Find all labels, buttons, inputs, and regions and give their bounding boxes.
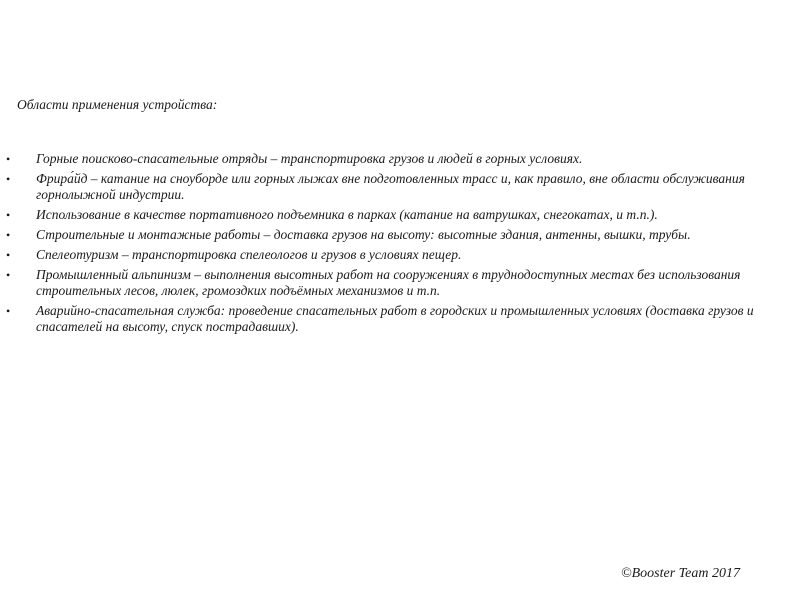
list-item <box>0 267 770 299</box>
list-item <box>0 227 770 243</box>
section-heading: Области применения устройства: <box>17 97 218 112</box>
bullet-icon: • <box>6 268 11 282</box>
bullet-icon: • <box>6 152 11 166</box>
list-item-text: Использование в качестве портативного подъемника в парках (катание на ватрушках, снегокатах, и т.п.). <box>36 207 658 222</box>
list-item-text: Фрира́йд – катание на сноуборде или горных лыжах вне подготовленных трасс и, как правило, вне области обслуживания горнолыжной индустрии. <box>36 171 745 202</box>
bullet-icon: • <box>6 248 11 262</box>
list-item-text: Промышленный альпинизм – выполнения высотных работ на сооружениях в труднодоступных местах без использования строительных лесов, люлек, громоздких подъёмных механизмов и т.п. <box>36 267 741 298</box>
bullet-icon: • <box>6 208 11 222</box>
list-item-text: Аварийно-спасательная служба: проведение спасательных работ в городских и промышленных условиях (доставка грузов и спасателей на высоту, спуск пострадавших). <box>36 303 754 334</box>
bullet-icon: • <box>6 304 11 318</box>
list-item-text: Спелеотуризм – транспортировка спелеологов и грузов в условиях пещер. <box>36 247 462 262</box>
application-list <box>0 151 770 339</box>
bullet-icon: • <box>6 228 11 242</box>
list-item-text: Строительные и монтажные работы – доставка грузов на высоту: высотные здания, антенны, вышки, трубы. <box>36 227 691 242</box>
list-item-text: Горные поисково-спасательные отряды – транспортировка грузов и людей в горных условиях. <box>36 151 583 166</box>
list-item <box>0 303 770 335</box>
bullet-icon: • <box>6 172 11 186</box>
list-item <box>0 171 770 203</box>
list-item <box>0 151 770 167</box>
copyright-footer: ©Booster Team 2017 <box>620 566 740 581</box>
list-item <box>0 207 770 223</box>
list-item <box>0 247 770 263</box>
